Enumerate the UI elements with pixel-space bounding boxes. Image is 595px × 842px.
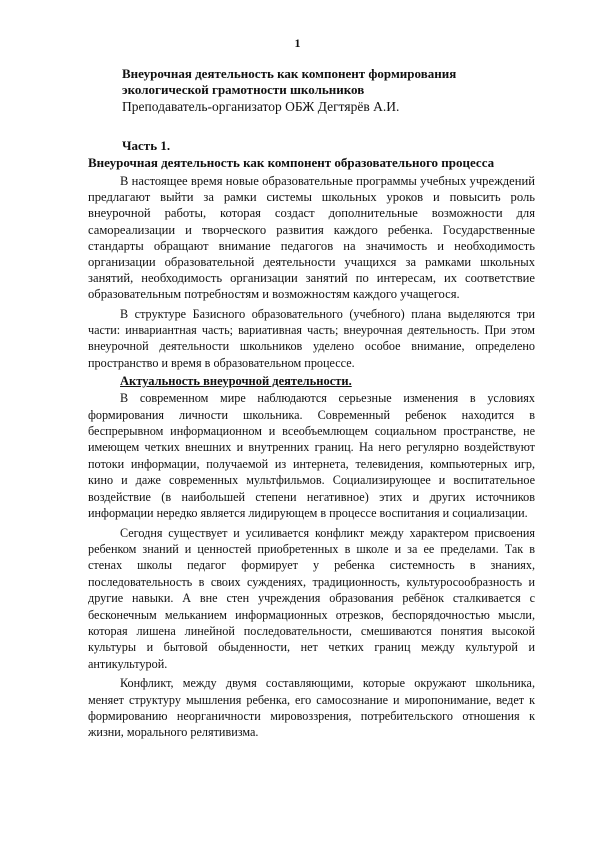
paragraph: Сегодня существует и усиливается конфликт между характером присвоения ребенком знаний и ценностей приобретенных в школе и за ее пределами. Так в стенах школы педагог формирует у ребенка системность в знаниях, последовательность в своих суждениях, традиционность, культуросообразность и другие навыки. А вне стен учреждения образования ребёнок сталкивается с бесконечным мельканием информационных отрезков, беспорядочностью мысли, которая лишена линейной последовательности, смешиваются понятия высокой культуры и бытовой обыденности, нет четких границ между культурой и антикультурой. [88,525,535,671]
part-heading: Часть 1. [122,138,171,153]
section-title: Внеурочная деятельность как компонент образовательного процесса [88,155,495,170]
paragraph: В современном мире наблюдаются серьезные изменения в условиях формирования личности школьника. Современный ребенок находится в беспрерывном информационном и всеобъемлющем социальном пространстве, не имеющем четких внешних и внутренних границ. На него регулярно воздействуют потоки информации, получаемой из интернета, телевидения, компьютерных игр, кино и даже современных мультфильмов. Социализирующее и воспитательное воздействие (в наибольшей степени негативное) этих и других источников информации нередко является лидирующем в процессе воспитания и социализации. [88,391,535,521]
author-line: Преподаватель-организатор ОБЖ Дегтярёв А.И. [122,99,400,114]
document-body [88,173,535,741]
paragraph: В настоящее время новые образовательные программы учебных учреждений предлагают выйти за рамки системы школьных уроков и повысить роль внеурочной работы, которая создаст дополнительные возможности для самореализации и творческого развития каждого ребенка. Государственные стандарты обращают внимание педагогов на значимость и необходимость организации образовательной деятельности учащихся за рамками школьных занятий, необходимость организации занятий по интересам, их соответствие образовательным потребностям и возможностям каждого учащегося. [88,174,535,302]
paragraph: В структуре Базисного образовательного (учебного) плана выделяются три части: инвариантная часть; вариативная часть; внеурочная деятельность. При этом внеурочной деятельности школьников уделено особое внимание, определено пространство и время в образовательном процессе. [88,306,535,370]
document-title: Внеурочная деятельность как компонент формирования экологической грамотности школьников [122,66,457,97]
paragraph: Конфликт, между двумя составляющими, которые окружают школьника, меняет структуру мышления ребенка, его самосознание и миропонимание, ведет к формированию неорганичности мировоззрения, потребительского отношения к жизни, морального релятивизма. [88,676,535,740]
page-number: 1 [294,36,301,50]
subheading-text: Актуальность внеурочной деятельности. [120,374,352,389]
subheading [88,373,535,390]
